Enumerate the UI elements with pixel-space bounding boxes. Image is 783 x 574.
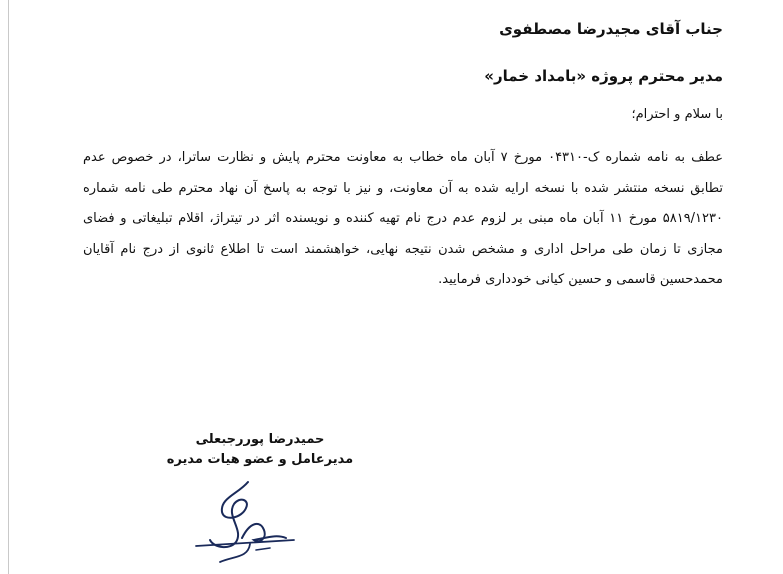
recipient-title-line: مدیر محترم پروژه «بامداد خمار»	[484, 67, 723, 85]
greeting-line: با سلام و احترام؛	[631, 107, 723, 122]
handwritten-signature	[190, 478, 300, 568]
letter-body	[83, 143, 723, 296]
signatory-name: حمیدرضا پوررجبعلی	[195, 432, 325, 447]
signature-block	[150, 430, 370, 470]
salutation-line: جناب آقای مجیدرضا مصطفوی	[499, 20, 723, 38]
signatory-title: مدیرعامل و عضو هیات مدیره	[166, 452, 354, 467]
body-paragraph: عطف به نامه شماره ک-۰۴۳۱۰ مورخ ۷ آبان ماه خطاب به معاونت محترم پایش و نظارت ساترا، در خصوص عدم تطابق نسخه منتشر شده با نسخه ارایه شده به آن معاونت، و نیز با توجه به پاسخ آن نهاد محترم طی نامه شماره ۵۸۱۹/۱۲۳۰ مورخ ۱۱ آبان ماه مبنی بر لزوم عدم درج نام تهیه کننده و نویسنده اثر در تیتراژ، اقلام تبلیغاتی و فضای مجازی تا زمان طی مراحل اداری و مشخص شدن نتیجه نهایی، خواهشمند است تا اطلاع ثانوی از درج نام آقایان محمدحسین قاسمی و حسین کیانی خودداری فرمایید.	[83, 150, 723, 287]
